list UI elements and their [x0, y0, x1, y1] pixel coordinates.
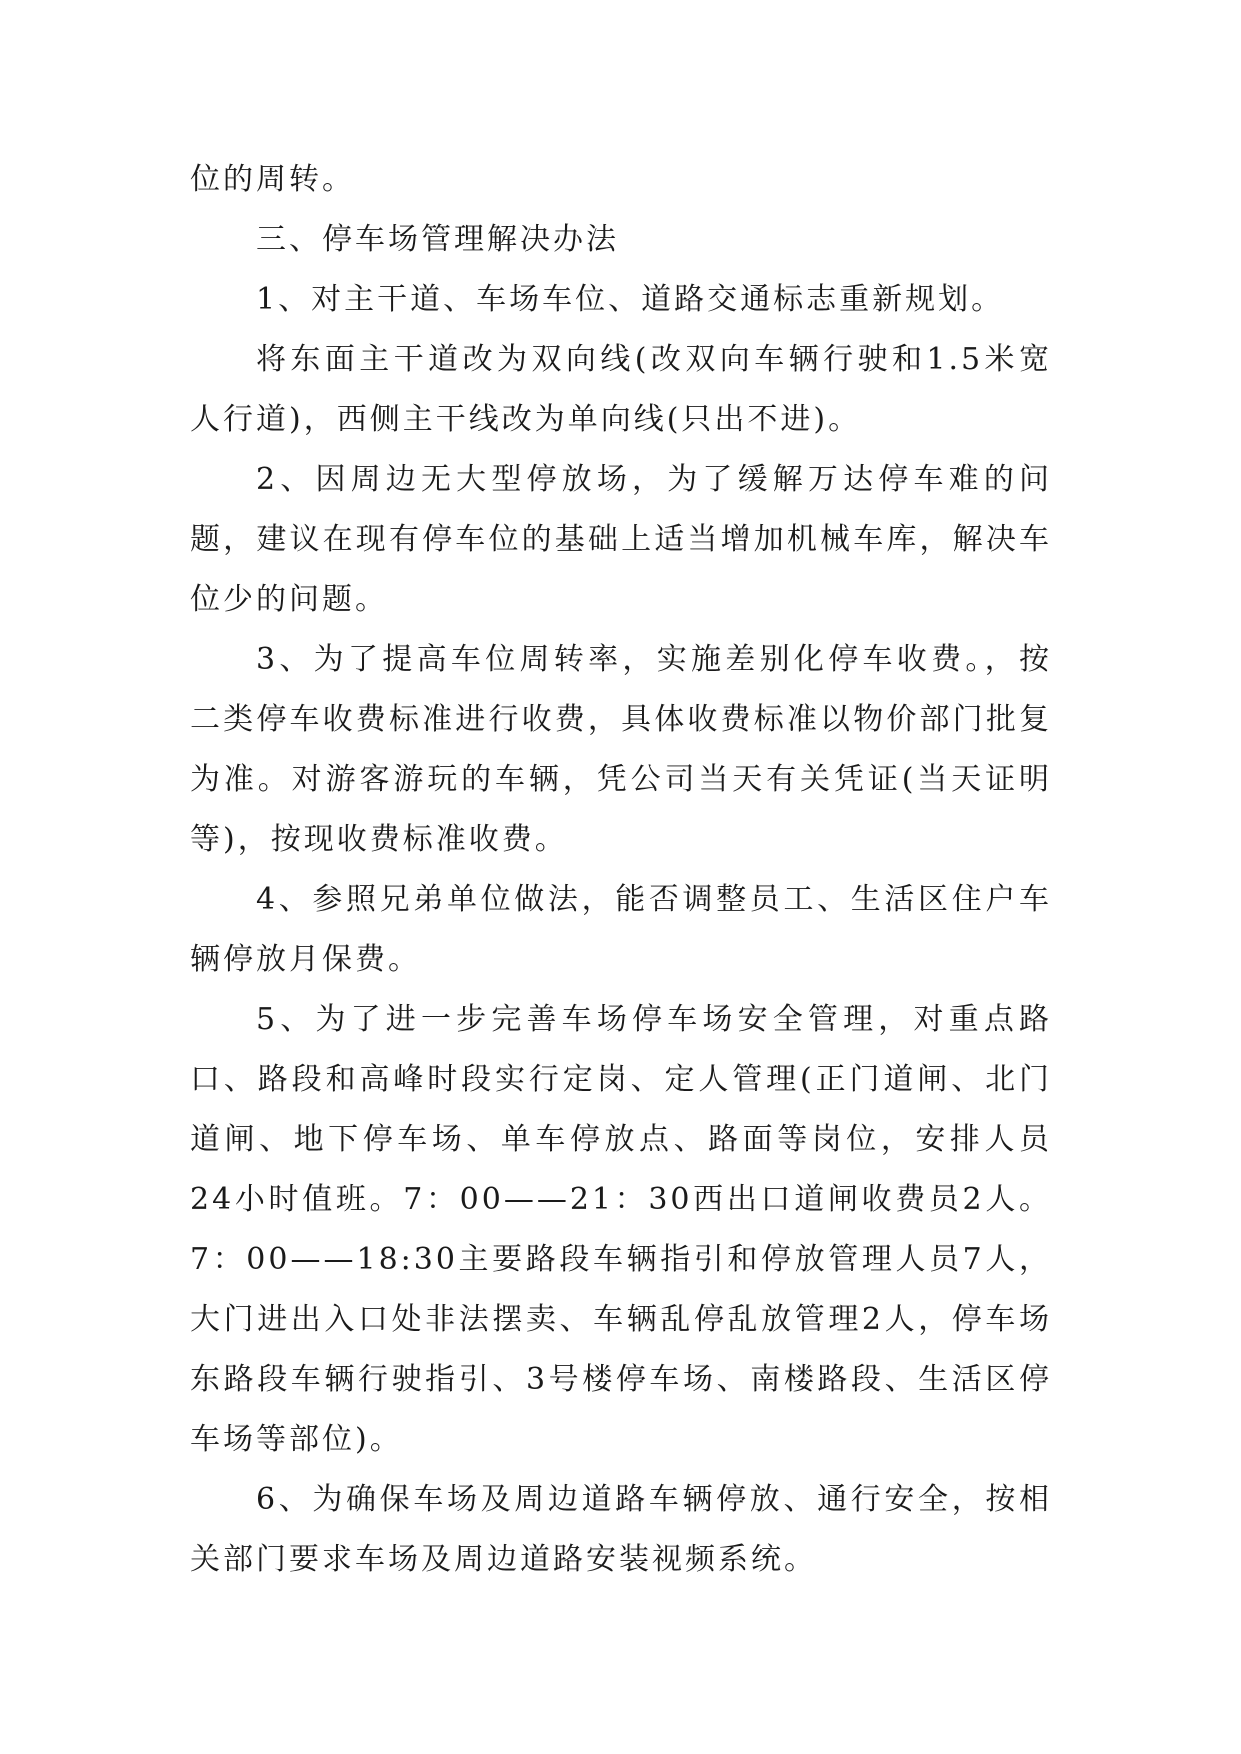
paragraph-item-5: 5、为了进一步完善车场停车场安全管理，对重点路口、路段和高峰时段实行定岗、定人管理(正门道闸、北门道闸、地下停车场、单车停放点、路面等岗位，安排人员24小时值班。7：00——21：30西出口道闸收费员2人。7：00——18:30主要路段车辆指引和停放管理人员7人，大门进出入口处非法摆卖、车辆乱停乱放管理2人，停车场东路段车辆行驶指引、3号楼停车场、南楼路段、生活区停车场等部位)。	[190, 1002, 1052, 1457]
paragraph-item-1: 1、对主干道、车场车位、道路交通标志重新规划。	[256, 282, 1005, 317]
paragraph-continuation: 位的周转。	[190, 162, 355, 197]
document-body	[190, 150, 1052, 1590]
section-heading: 三、停车场管理解决办法	[256, 222, 619, 257]
paragraph-item-4: 4、参照兄弟单位做法，能否调整员工、生活区住户车辆停放月保费。	[190, 882, 1052, 977]
paragraph-item-6: 6、为确保车场及周边道路车辆停放、通行安全，按相关部门要求车场及周边道路安装视频系统。	[190, 1482, 1052, 1577]
paragraph-item-3: 3、为了提高车位周转率，实施差别化停车收费。，按二类停车收费标准进行收费，具体收费标准以物价部门批复为准。对游客游玩的车辆，凭公司当天有关凭证(当天证明等)，按现收费标准收费。	[190, 642, 1052, 857]
paragraph-item-2: 2、因周边无大型停放场，为了缓解万达停车难的问题，建议在现有停车位的基础上适当增加机械车库，解决车位少的问题。	[190, 462, 1052, 617]
paragraph-item-1-detail: 将东面主干道改为双向线(改双向车辆行驶和1.5米宽人行道)，西侧主干线改为单向线(只出不进)。	[190, 342, 1052, 437]
